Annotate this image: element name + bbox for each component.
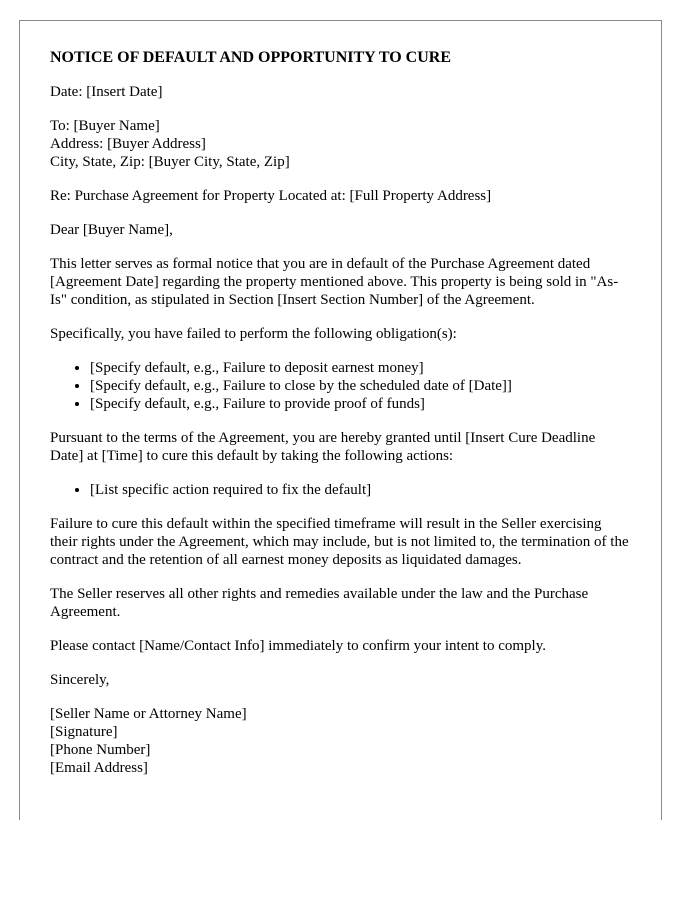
recipient-city: City, State, Zip: [Buyer City, State, Zip] (50, 154, 290, 170)
signer-email: [Email Address] (50, 760, 148, 776)
recipient-address: Address: [Buyer Address] (50, 136, 206, 152)
list-item: • [Specify default, e.g., Failure to provide proof of funds] (90, 395, 631, 413)
closing: Sincerely, (50, 672, 110, 688)
action-list (50, 481, 631, 499)
recipient-name: To: [Buyer Name] (50, 118, 160, 134)
paragraph-failure: Failure to cure this default within the specified timeframe will result in the Seller exercising their rights under the Agreement, which may include, but is not limited to, the termination of the contract and the retention of all earnest money deposits as liquidated damages. (50, 516, 629, 568)
letter-page (19, 20, 662, 820)
paragraph-contact: Please contact [Name/Contact Info] immediately to confirm your intent to comply. (50, 638, 546, 654)
letter-title: NOTICE OF DEFAULT AND OPPORTUNITY TO CURE (50, 49, 451, 66)
paragraph-intro: This letter serves as formal notice that you are in default of the Purchase Agreement dated [Agreement Date] regarding the property mentioned above. This property is being sold in "As-Is" condition, as stipulated in Section [Insert Section Number] of the Agreement. (50, 256, 619, 308)
signer-phone: [Phone Number] (50, 742, 151, 758)
date-line: Date: [Insert Date] (50, 84, 163, 100)
paragraph-reserves: The Seller reserves all other rights and remedies available under the law and the Purchase Agreement. (50, 586, 589, 620)
re-line: Re: Purchase Agreement for Property Located at: [Full Property Address] (50, 188, 492, 204)
signature-line: [Signature] (50, 724, 118, 740)
list-item: • [Specify default, e.g., Failure to close by the scheduled date of [Date]] (90, 377, 631, 395)
recipient-block (50, 117, 631, 171)
salutation: Dear [Buyer Name], (50, 222, 173, 238)
paragraph-specifically: Specifically, you have failed to perform the following obligation(s): (50, 326, 457, 342)
list-item: • [Specify default, e.g., Failure to deposit earnest money] (90, 359, 631, 377)
signer-name: [Seller Name or Attorney Name] (50, 706, 247, 722)
signature-block (50, 705, 631, 777)
list-item: • [List specific action required to fix the default] (90, 481, 631, 499)
paragraph-pursuant: Pursuant to the terms of the Agreement, you are hereby granted until [Insert Cure Deadline Date] at [Time] to cure this default by taking the following actions: (50, 430, 596, 464)
default-list (50, 359, 631, 413)
